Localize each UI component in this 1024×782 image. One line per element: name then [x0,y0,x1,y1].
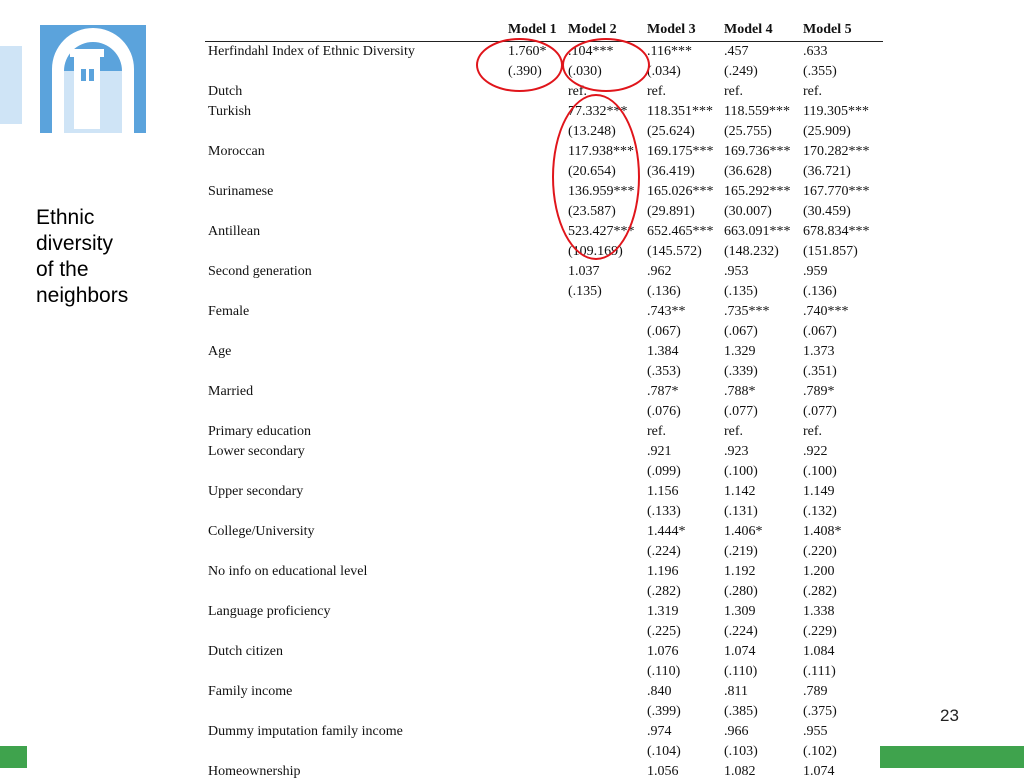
caption-line: neighbors [36,283,176,309]
coefficient-cell: 77.332*** [568,102,647,122]
coefficient-cell [508,442,568,462]
coefficient-cell [508,322,568,342]
coefficient-cell: (36.721) [803,162,883,182]
annotation-oval-model2-ethnic-groups [552,94,640,260]
table-row [205,522,883,542]
coefficient-cell [508,302,568,322]
row-label-cell: Female [205,302,508,322]
coefficient-cell: 1.156 [647,482,724,502]
coefficient-cell: (36.419) [647,162,724,182]
coefficient-cell: 167.770*** [803,182,883,202]
coefficient-cell: ref. [647,82,724,102]
table-row [205,262,883,282]
coefficient-cell [568,662,647,682]
table-header-cell: Model 5 [803,20,883,42]
page-number: 23 [940,706,959,726]
coefficient-cell: .962 [647,262,724,282]
table-row [205,102,883,122]
coefficient-cell: 136.959*** [568,182,647,202]
coefficient-cell: .922 [803,442,883,462]
coefficient-cell: (.100) [724,462,803,482]
coefficient-cell: .735*** [724,302,803,322]
coefficient-cell [508,102,568,122]
coefficient-cell: 1.056 [647,762,724,782]
coefficient-cell: 1.196 [647,562,724,582]
table-row [205,582,883,602]
coefficient-cell: (.077) [803,402,883,422]
row-label-cell: Surinamese [205,182,508,202]
coefficient-cell: .789* [803,382,883,402]
coefficient-cell: 1.074 [803,762,883,782]
coefficient-cell: (.225) [647,622,724,642]
coefficient-cell: (.220) [803,542,883,562]
arched-tower-logo-icon [40,25,146,133]
coefficient-cell: (.111) [803,662,883,682]
caption-line: of the [36,257,176,283]
coefficient-cell: 1.444* [647,522,724,542]
table-row [205,562,883,582]
coefficient-cell: (.131) [724,502,803,522]
coefficient-cell: (.136) [647,282,724,302]
coefficient-cell: (145.572) [647,242,724,262]
coefficient-cell: (.339) [724,362,803,382]
row-label-cell [205,282,508,302]
coefficient-cell: (.076) [647,402,724,422]
coefficient-cell: .788* [724,382,803,402]
row-label-cell [205,122,508,142]
coefficient-cell: (.077) [724,402,803,422]
table-header-cell: Model 3 [647,20,724,42]
coefficient-cell: 1.760* [508,42,568,63]
coefficient-cell: ref. [724,422,803,442]
table-row [205,382,883,402]
coefficient-cell: (30.007) [724,202,803,222]
table-header-cell: Model 1 [508,20,568,42]
coefficient-cell: 1.084 [803,642,883,662]
coefficient-cell [508,722,568,742]
coefficient-cell [568,602,647,622]
coefficient-cell: (.280) [724,582,803,602]
coefficient-cell [508,562,568,582]
coefficient-cell: 1.082 [724,762,803,782]
coefficient-cell [508,422,568,442]
table-row [205,542,883,562]
table-body [205,42,883,782]
coefficient-cell [568,682,647,702]
coefficient-cell: .955 [803,722,883,742]
coefficient-cell: 1.074 [724,642,803,662]
table-row [205,182,883,202]
coefficient-cell: (.104) [647,742,724,762]
table-row [205,762,883,782]
coefficient-cell: (.353) [647,362,724,382]
coefficient-cell: 119.305*** [803,102,883,122]
row-label-cell: Married [205,382,508,402]
table-row [205,702,883,722]
coefficient-cell: .959 [803,262,883,282]
coefficient-cell: 1.408* [803,522,883,542]
coefficient-cell: 165.292*** [724,182,803,202]
row-label-cell: Dutch [205,82,508,102]
row-label-cell: Herfindahl Index of Ethnic Diversity [205,42,508,63]
row-label-cell [205,622,508,642]
coefficient-cell: (.067) [647,322,724,342]
coefficient-cell [508,222,568,242]
row-label-cell: Second generation [205,262,508,282]
coefficient-cell: (23.587) [568,202,647,222]
coefficient-cell: (.229) [803,622,883,642]
coefficient-cell: (.351) [803,362,883,382]
coefficient-cell: (.110) [647,662,724,682]
row-label-cell: Age [205,342,508,362]
coefficient-cell [508,682,568,702]
coefficient-cell: (.282) [803,582,883,602]
table-header-cell [205,20,508,42]
coefficient-cell [508,282,568,302]
row-label-cell [205,322,508,342]
table-row [205,602,883,622]
coefficient-cell [568,342,647,362]
coefficient-cell: (.135) [724,282,803,302]
coefficient-cell [568,502,647,522]
coefficient-cell: (.224) [724,622,803,642]
slide-caption [36,205,176,309]
regression-table [205,20,883,782]
caption-line: Ethnic [36,205,176,231]
table-row [205,502,883,522]
row-label-cell: Primary education [205,422,508,442]
coefficient-cell: 1.037 [568,262,647,282]
coefficient-cell: 1.192 [724,562,803,582]
row-label-cell [205,582,508,602]
row-label-cell [205,162,508,182]
table-row [205,122,883,142]
table-row [205,742,883,762]
table-row [205,402,883,422]
coefficient-cell: (30.459) [803,202,883,222]
coefficient-cell [568,382,647,402]
coefficient-cell: .104*** [568,42,647,63]
coefficient-cell [508,602,568,622]
coefficient-cell: (25.909) [803,122,883,142]
coefficient-cell: 118.351*** [647,102,724,122]
coefficient-cell [568,322,647,342]
coefficient-cell: (13.248) [568,122,647,142]
coefficient-cell: 1.319 [647,602,724,622]
row-label-cell [205,462,508,482]
coefficient-cell: (29.891) [647,202,724,222]
annotation-oval-model1 [476,38,563,92]
row-label-cell: Family income [205,682,508,702]
caption-line: diversity [36,231,176,257]
coefficient-cell: (.135) [568,282,647,302]
coefficient-cell: (.224) [647,542,724,562]
coefficient-cell: 1.142 [724,482,803,502]
footer-bar-right [880,746,1024,768]
annotation-oval-model2-diversity [562,38,650,92]
coefficient-cell: ref. [803,82,883,102]
coefficient-cell: (25.624) [647,122,724,142]
coefficient-cell [568,442,647,462]
coefficient-cell: 678.834*** [803,222,883,242]
coefficient-cell: (109.169) [568,242,647,262]
coefficient-cell [568,362,647,382]
coefficient-cell [568,722,647,742]
coefficient-cell: (.030) [568,62,647,82]
table-header-row [205,20,883,42]
row-label-cell: Moroccan [205,142,508,162]
coefficient-cell: ref. [568,82,647,102]
table-row [205,682,883,702]
table-row [205,302,883,322]
table-row [205,342,883,362]
coefficient-cell: 1.149 [803,482,883,502]
coefficient-cell: 1.329 [724,342,803,362]
coefficient-cell [568,702,647,722]
row-label-cell: College/University [205,522,508,542]
coefficient-cell: .974 [647,722,724,742]
coefficient-cell: .116*** [647,42,724,63]
coefficient-cell: (.133) [647,502,724,522]
coefficient-cell: 523.427*** [568,222,647,242]
coefficient-cell: 170.282*** [803,142,883,162]
coefficient-cell: (.067) [724,322,803,342]
table-row [205,422,883,442]
coefficient-cell: 1.309 [724,602,803,622]
coefficient-cell: (.103) [724,742,803,762]
table-row [205,322,883,342]
coefficient-cell: .743** [647,302,724,322]
coefficient-cell: (.390) [508,62,568,82]
table-row [205,722,883,742]
coefficient-cell [508,742,568,762]
coefficient-cell: 165.026*** [647,182,724,202]
coefficient-cell [568,422,647,442]
row-label-cell: Lower secondary [205,442,508,462]
coefficient-cell: 117.938*** [568,142,647,162]
row-label-cell: Dummy imputation family income [205,722,508,742]
coefficient-cell: (.110) [724,662,803,682]
coefficient-cell: 1.384 [647,342,724,362]
regression-table-area [205,20,885,768]
coefficient-cell [508,582,568,602]
coefficient-cell [508,382,568,402]
coefficient-cell: 1.373 [803,342,883,362]
row-label-cell: Upper secondary [205,482,508,502]
coefficient-cell [508,362,568,382]
coefficient-cell: .921 [647,442,724,462]
table-row [205,642,883,662]
row-label-cell [205,62,508,82]
coefficient-cell: (.355) [803,62,883,82]
coefficient-cell: (.100) [803,462,883,482]
table-header-cell: Model 2 [568,20,647,42]
coefficient-cell: 663.091*** [724,222,803,242]
coefficient-cell: .787* [647,382,724,402]
coefficient-cell [568,762,647,782]
coefficient-cell: .966 [724,722,803,742]
table-row [205,162,883,182]
coefficient-cell: 1.406* [724,522,803,542]
coefficient-cell: (.219) [724,542,803,562]
row-label-cell: Turkish [205,102,508,122]
coefficient-cell [508,482,568,502]
coefficient-cell: (151.857) [803,242,883,262]
coefficient-cell: .953 [724,262,803,282]
coefficient-cell [508,522,568,542]
row-label-cell [205,702,508,722]
row-label-cell [205,502,508,522]
coefficient-cell: .457 [724,42,803,63]
coefficient-cell [508,702,568,722]
row-label-cell [205,742,508,762]
coefficient-cell: 1.338 [803,602,883,622]
coefficient-cell [508,762,568,782]
coefficient-cell [508,262,568,282]
coefficient-cell: ref. [724,82,803,102]
coefficient-cell [568,742,647,762]
side-accent-bar [0,46,22,124]
table-row [205,362,883,382]
coefficient-cell: 118.559*** [724,102,803,122]
row-label-cell: Dutch citizen [205,642,508,662]
coefficient-cell [508,662,568,682]
coefficient-cell: (.282) [647,582,724,602]
coefficient-cell: ref. [647,422,724,442]
coefficient-cell [508,622,568,642]
coefficient-cell: .811 [724,682,803,702]
coefficient-cell: 169.736*** [724,142,803,162]
coefficient-cell [508,342,568,362]
table-row [205,202,883,222]
coefficient-cell [508,642,568,662]
coefficient-cell: (148.232) [724,242,803,262]
coefficient-cell: (.034) [647,62,724,82]
coefficient-cell: (.067) [803,322,883,342]
table-row [205,622,883,642]
coefficient-cell: (.132) [803,502,883,522]
coefficient-cell [568,302,647,322]
coefficient-cell: (.099) [647,462,724,482]
row-label-cell: Antillean [205,222,508,242]
table-row [205,242,883,262]
coefficient-cell [508,462,568,482]
coefficient-cell [568,582,647,602]
table-row [205,142,883,162]
coefficient-cell [508,542,568,562]
coefficient-cell [568,542,647,562]
coefficient-cell: .840 [647,682,724,702]
coefficient-cell: .633 [803,42,883,63]
coefficient-cell: (.375) [803,702,883,722]
row-label-cell: No info on educational level [205,562,508,582]
coefficient-cell: (20.654) [568,162,647,182]
table-row [205,462,883,482]
row-label-cell: Homeownership [205,762,508,782]
coefficient-cell: (36.628) [724,162,803,182]
coefficient-cell: 1.076 [647,642,724,662]
table-row [205,442,883,462]
row-label-cell [205,242,508,262]
row-label-cell [205,202,508,222]
coefficient-cell [568,462,647,482]
coefficient-cell: (.385) [724,702,803,722]
coefficient-cell [568,402,647,422]
table-row [205,282,883,302]
table-row [205,482,883,502]
coefficient-cell: (.136) [803,282,883,302]
row-label-cell [205,542,508,562]
coefficient-cell: .740*** [803,302,883,322]
row-label-cell [205,402,508,422]
table-row [205,662,883,682]
row-label-cell [205,662,508,682]
coefficient-cell [568,482,647,502]
row-label-cell [205,362,508,382]
table-row [205,222,883,242]
table-header-cell: Model 4 [724,20,803,42]
coefficient-cell [568,642,647,662]
coefficient-cell: (.102) [803,742,883,762]
coefficient-cell: 169.175*** [647,142,724,162]
coefficient-cell: 1.200 [803,562,883,582]
coefficient-cell: ref. [803,422,883,442]
coefficient-cell: (.249) [724,62,803,82]
coefficient-cell: (25.755) [724,122,803,142]
coefficient-cell: (.399) [647,702,724,722]
footer-bar-left [0,746,27,768]
coefficient-cell [568,522,647,542]
coefficient-cell [508,502,568,522]
coefficient-cell: .789 [803,682,883,702]
coefficient-cell [568,562,647,582]
coefficient-cell [508,402,568,422]
coefficient-cell: 652.465*** [647,222,724,242]
row-label-cell: Language proficiency [205,602,508,622]
coefficient-cell: .923 [724,442,803,462]
coefficient-cell [568,622,647,642]
coefficient-cell [508,242,568,262]
